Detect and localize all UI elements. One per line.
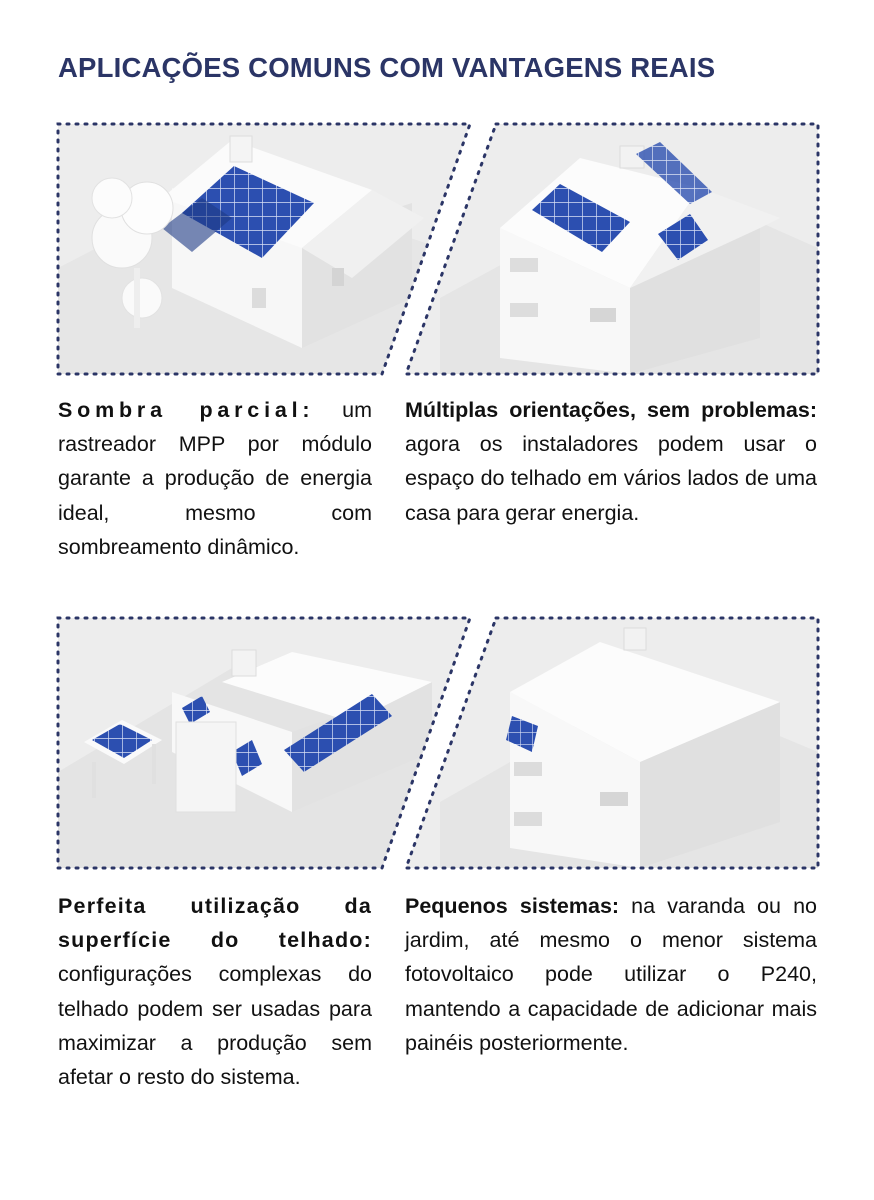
illustration-small-systems <box>400 612 826 874</box>
illustration-multiple-orientations <box>400 118 826 380</box>
caption-shading <box>58 393 372 564</box>
caption-small-systems-text: na varanda ou no jardim, até mesmo o menor sistema fotovoltaico pode utilizar o P240, mantendo a capacidade de adicionar mais painéis posteriormente. <box>405 894 817 1055</box>
caption-roof-surface-heading: Perfeita utilização da superfície do telhado: <box>58 894 372 953</box>
caption-orientations-heading: Múltiplas orientações, sem problemas: <box>405 398 817 422</box>
caption-small-systems <box>405 889 817 1060</box>
page-title: APLICAÇÕES COMUNS COM VANTAGENS REAIS <box>58 52 716 83</box>
caption-small-systems-heading: Pequenos sistemas: <box>405 894 620 918</box>
caption-orientations-text: agora os instaladores podem usar o espaço do telhado em vários lados de uma casa para gerar energia. <box>405 432 817 525</box>
caption-shading-text: um rastreador MPP por módulo garante a produção de energia ideal, mesmo com sombreamento dinâmico. <box>58 398 372 559</box>
caption-roof-surface <box>58 889 372 1094</box>
caption-orientations <box>405 393 817 530</box>
caption-roof-surface-text: configurações complexas do telhado podem ser usadas para maximizar a produção sem afetar o resto do sistema. <box>58 962 372 1090</box>
caption-shading-heading: Sombra parcial: <box>58 398 315 422</box>
